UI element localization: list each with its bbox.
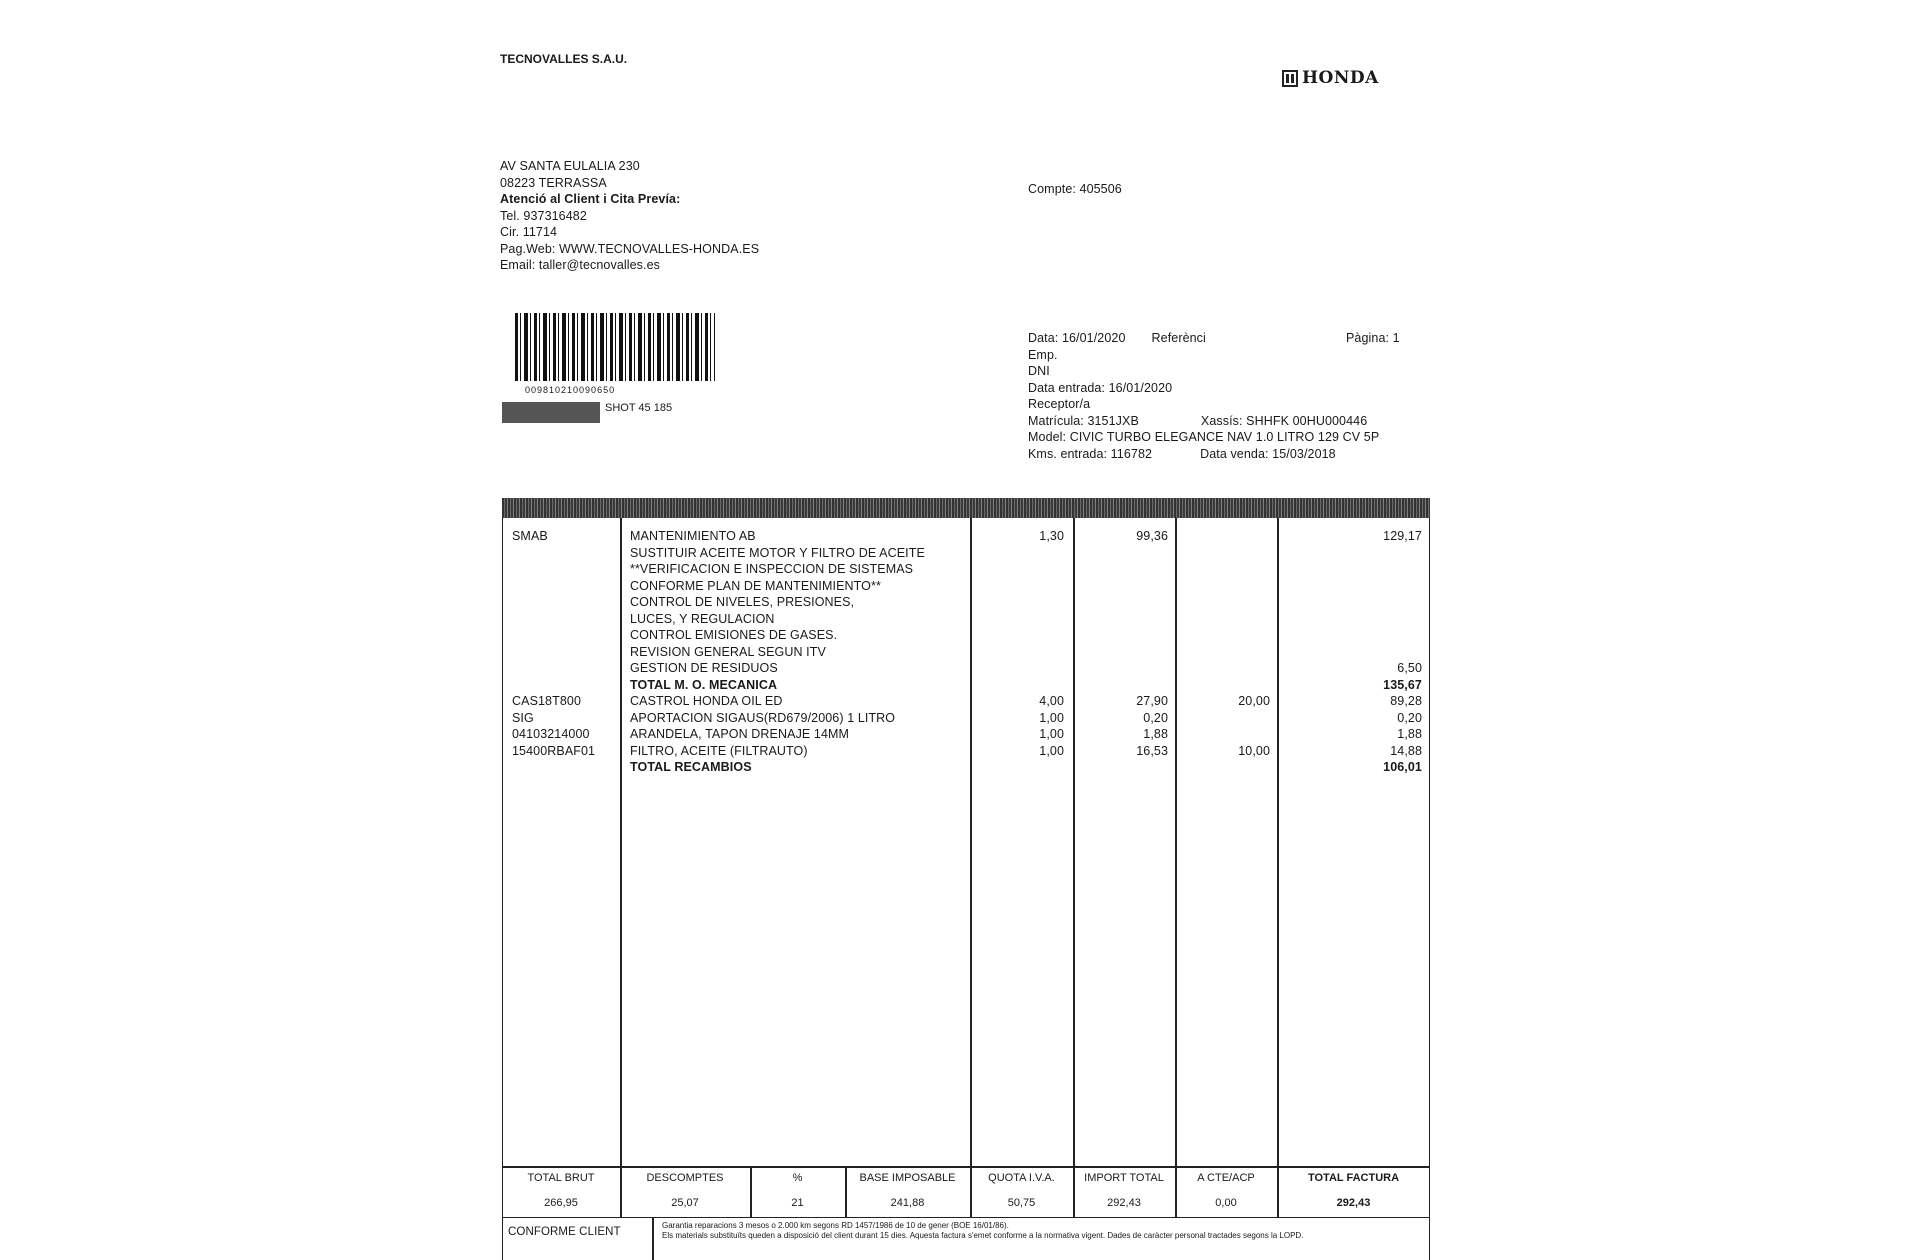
- legal-text-line-1: Garantia reparacions 3 mesos o 2.000 km segons RD 1457/1986 de 10 de gener (BOE 16/01/86).: [662, 1221, 1009, 1230]
- item-description: SUSTITUIR ACEITE MOTOR Y FILTRO DE ACEITE: [630, 545, 925, 560]
- item-price: 16,53: [1136, 743, 1168, 758]
- company-name: TECNOVALLES S.A.U.: [500, 52, 628, 66]
- item-discount: 10,00: [1238, 743, 1270, 758]
- item-code: [512, 644, 595, 661]
- summary-label: TOTAL FACTURA: [1307, 1172, 1400, 1184]
- item-quantity: [978, 545, 1064, 562]
- item-amount: [1284, 594, 1422, 611]
- item-code: 15400RBAF01: [512, 743, 596, 758]
- item-discount: [1182, 578, 1270, 595]
- invoice-info: [1028, 330, 1379, 462]
- summary-label: DESCOMPTES: [646, 1172, 724, 1184]
- column-divider: [1175, 518, 1177, 1166]
- item-quantity: [978, 627, 1064, 644]
- item-quantity: [978, 677, 1064, 694]
- item-discount: [1182, 627, 1270, 644]
- item-amount: [1284, 545, 1422, 562]
- honda-wing-icon: [1282, 70, 1298, 87]
- item-quantity: 1,00: [1039, 743, 1064, 758]
- item-description: TOTAL M. O. MECANICA: [630, 677, 778, 692]
- item-quantity: [978, 660, 1064, 677]
- item-discount: [1182, 611, 1270, 628]
- item-code: [512, 677, 595, 694]
- summary-value: 50,75: [1007, 1197, 1036, 1209]
- address-cir: Cir. 11714: [500, 225, 558, 239]
- item-amount: 1,88: [1397, 727, 1422, 741]
- item-amount: [1284, 561, 1422, 578]
- address-email: Email: taller@tecnovalles.es: [500, 258, 660, 272]
- item-code: [512, 545, 595, 562]
- item-amount: [1284, 611, 1422, 628]
- item-price: [1080, 677, 1168, 694]
- item-description: **VERIFICACION E INSPECCION DE SISTEMAS: [630, 562, 914, 576]
- item-amount: 129,17: [1383, 529, 1422, 543]
- address-street: AV SANTA EULALIA 230: [500, 159, 640, 173]
- column-amount: [1284, 528, 1422, 776]
- summary-value: 25,07: [671, 1197, 699, 1209]
- item-description: CONFORME PLAN DE MANTENIMIENTO**: [630, 578, 881, 593]
- item-description: ARANDELA, TAPON DRENAJE 14MM: [630, 727, 850, 741]
- column-descriptions: [630, 528, 925, 776]
- chassis-number: 00HU000446: [1292, 413, 1368, 428]
- item-code: [512, 594, 595, 611]
- summary-value: 266,95: [544, 1197, 578, 1209]
- sale-date: Data venda: 15/03/2018: [1200, 446, 1336, 461]
- item-amount: 106,01: [1383, 760, 1422, 774]
- barcode-label: SHOT 45 185: [605, 402, 673, 414]
- legal-text-line-2: Els materials substituïts queden a disposició del client durant 15 dies. Aquesta factura s'emet conforme a la normativa vigent. Dades de caràcter personal tractades segons la LOPD.: [662, 1231, 1304, 1240]
- invoice-company: Emp.: [1028, 347, 1058, 362]
- client-conformity-label: CONFORME CLIENT: [508, 1226, 621, 1238]
- item-quantity: 1,30: [1039, 529, 1064, 543]
- item-discount: [1182, 528, 1270, 545]
- summary-value: 292,43: [1336, 1197, 1371, 1209]
- item-price: [1080, 594, 1168, 611]
- item-quantity: [978, 578, 1064, 595]
- item-amount: 89,28: [1390, 694, 1422, 708]
- item-amount: [1284, 644, 1422, 661]
- invoice-reference: Referènci: [1151, 331, 1206, 345]
- item-description: MANTENIMIENTO AB: [630, 529, 756, 543]
- item-quantity: [978, 561, 1064, 578]
- item-price: 0,20: [1143, 710, 1168, 725]
- item-discount: [1182, 594, 1270, 611]
- address-attention: Atenció al Client i Cita Prevía:: [500, 192, 681, 206]
- item-price: [1080, 627, 1168, 644]
- company-address: [500, 158, 759, 274]
- summary-value: 0,00: [1215, 1197, 1237, 1209]
- item-quantity: [978, 611, 1064, 628]
- invoice-dni: DNI: [1028, 364, 1050, 378]
- barcode-number: 009810210090650: [525, 385, 616, 395]
- account-number: Compte: 405506: [1028, 182, 1122, 196]
- item-discount: [1182, 561, 1270, 578]
- item-quantity: 1,00: [1039, 727, 1064, 741]
- item-description: FILTRO, ACEITE (FILTRAUTO): [630, 743, 808, 758]
- column-discount: [1182, 528, 1270, 759]
- summary-label: BASE IMPOSABLE: [859, 1172, 956, 1184]
- item-description: CASTROL HONDA OIL ED: [630, 694, 783, 708]
- item-discount: [1182, 644, 1270, 661]
- item-code: [512, 660, 595, 677]
- item-price: [1080, 545, 1168, 562]
- honda-logo: [1282, 68, 1379, 88]
- item-code: [512, 611, 595, 628]
- item-description: TOTAL RECAMBIOS: [630, 760, 752, 774]
- summary-label: %: [792, 1172, 803, 1184]
- summary-value: 241,88: [890, 1197, 925, 1209]
- column-divider: [970, 518, 972, 1166]
- item-quantity: 1,00: [1039, 710, 1064, 725]
- item-amount: 6,50: [1397, 661, 1422, 675]
- summary-label: QUOTA I.V.A.: [988, 1172, 1055, 1184]
- page-number: Pàgina: 1: [1346, 331, 1400, 345]
- item-description: LUCES, Y REGULACION: [630, 611, 775, 626]
- column-divider: [1277, 518, 1279, 1166]
- item-code: [512, 627, 595, 644]
- item-discount: [1182, 660, 1270, 677]
- item-description: CONTROL DE NIVELES, PRESIONES,: [630, 595, 855, 609]
- summary-label: TOTAL BRUT: [527, 1172, 595, 1184]
- item-discount: [1182, 545, 1270, 562]
- footer-divider: [652, 1218, 654, 1260]
- item-price: [1080, 660, 1168, 677]
- item-code: [512, 578, 595, 595]
- item-price: 1,88: [1143, 727, 1168, 741]
- table-header-bar: [502, 498, 1430, 518]
- barcode-tag: [502, 402, 600, 423]
- column-divider: [1073, 518, 1075, 1166]
- item-amount: 14,88: [1390, 743, 1422, 758]
- address-web: Pag.Web: WWW.TECNOVALLES-HONDA.ES: [500, 241, 760, 256]
- column-divider: [620, 518, 622, 1166]
- item-description: GESTION DE RESIDUOS: [630, 661, 778, 675]
- item-price: [1080, 561, 1168, 578]
- summary-value: 292,43: [1107, 1197, 1141, 1209]
- item-code: SMAB: [512, 529, 548, 543]
- item-price: [1080, 611, 1168, 628]
- column-quantity: [978, 528, 1064, 759]
- address-tel: Tel. 937316482: [500, 208, 587, 223]
- item-code: SIG: [512, 710, 534, 725]
- item-amount: 0,20: [1397, 710, 1422, 725]
- item-quantity: [978, 644, 1064, 661]
- item-code: [512, 561, 595, 578]
- brand-name: HONDA: [1302, 68, 1379, 88]
- item-amount: [1284, 627, 1422, 644]
- summary-label: IMPORT TOTAL: [1084, 1172, 1164, 1184]
- invoice-date: Data: 16/01/2020: [1028, 331, 1126, 345]
- item-code: 04103214000: [512, 727, 590, 741]
- entry-kms: Kms. entrada: 116782: [1028, 446, 1153, 461]
- chassis-label: Xassís: SHHFK: [1200, 413, 1290, 428]
- entry-date: Data entrada: 16/01/2020: [1028, 380, 1173, 395]
- item-discount: [1182, 710, 1270, 727]
- item-amount: 135,67: [1383, 677, 1422, 692]
- barcode: [515, 313, 715, 381]
- item-quantity: 4,00: [1039, 694, 1064, 708]
- item-discount: 20,00: [1238, 694, 1270, 708]
- receptor: Receptor/a: [1028, 397, 1091, 411]
- item-price: 27,90: [1136, 694, 1168, 708]
- summary-label: A CTE/ACP: [1197, 1172, 1255, 1184]
- item-description: APORTACION SIGAUS(RD679/2006) 1 LITRO: [630, 710, 896, 725]
- address-city: 08223 TERRASSA: [500, 175, 607, 190]
- item-amount: [1284, 578, 1422, 595]
- item-discount: [1182, 677, 1270, 694]
- item-code: CAS18T800: [512, 694, 581, 708]
- item-description: CONTROL EMISIONES DE GASES.: [630, 628, 838, 642]
- vehicle-model: Model: CIVIC TURBO ELEGANCE NAV 1.0 LITRO 129 CV 5P: [1028, 430, 1380, 444]
- item-discount: [1182, 726, 1270, 743]
- item-quantity: [978, 594, 1064, 611]
- legal-text: [662, 1221, 1422, 1241]
- item-price: [1080, 578, 1168, 595]
- item-description: REVISION GENERAL SEGUN ITV: [630, 644, 826, 659]
- summary-value: 21: [791, 1197, 804, 1209]
- column-codes: [512, 528, 595, 759]
- item-price: [1080, 644, 1168, 661]
- plate-number: Matrícula: 3151JXB: [1028, 413, 1139, 428]
- column-price: [1080, 528, 1168, 759]
- item-price: 99,36: [1136, 529, 1168, 543]
